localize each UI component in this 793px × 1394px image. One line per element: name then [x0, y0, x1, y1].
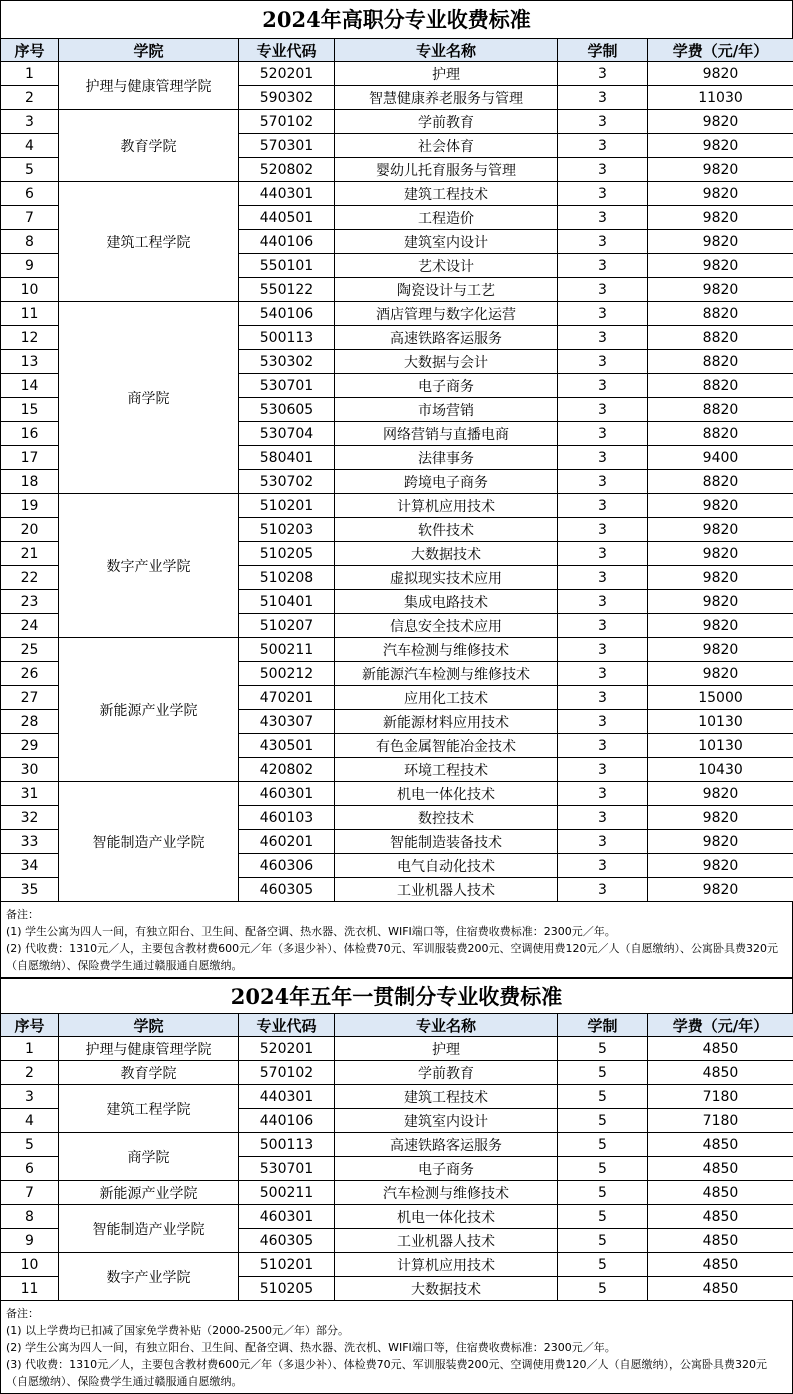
code-cell: 460103: [239, 806, 335, 830]
duration-cell: 3: [558, 62, 648, 86]
table-row: [1, 62, 793, 86]
seq-cell: 24: [1, 614, 59, 638]
code-cell: 500113: [239, 1133, 335, 1157]
tuition-cell: 10130: [648, 734, 793, 758]
college-cell: 教育学院: [59, 1061, 239, 1085]
table1-title: 2024年高职分专业收费标准: [0, 0, 793, 38]
seq-cell: 10: [1, 1253, 59, 1277]
tuition-cell: 9820: [648, 110, 793, 134]
seq-cell: 11: [1, 302, 59, 326]
tuition-cell: 9820: [648, 542, 793, 566]
major-cell: 大数据技术: [335, 1277, 558, 1301]
table1: [0, 38, 793, 902]
seq-cell: 1: [1, 1037, 59, 1061]
duration-cell: 5: [558, 1253, 648, 1277]
major-cell: 计算机应用技术: [335, 1253, 558, 1277]
seq-cell: 9: [1, 254, 59, 278]
duration-cell: 3: [558, 134, 648, 158]
tuition-cell: 9820: [648, 206, 793, 230]
major-cell: 护理: [335, 1037, 558, 1061]
tuition-cell: 9820: [648, 254, 793, 278]
seq-cell: 8: [1, 1205, 59, 1229]
major-cell: 电气自动化技术: [335, 854, 558, 878]
seq-cell: 21: [1, 542, 59, 566]
duration-cell: 3: [558, 302, 648, 326]
duration-cell: 3: [558, 86, 648, 110]
duration-cell: 3: [558, 758, 648, 782]
header-college: 学院: [59, 39, 239, 62]
duration-cell: 3: [558, 278, 648, 302]
code-cell: 420802: [239, 758, 335, 782]
duration-cell: 3: [558, 662, 648, 686]
tuition-cell: 4850: [648, 1157, 793, 1181]
seq-cell: 22: [1, 566, 59, 590]
table2-body: [1, 1037, 793, 1301]
duration-cell: 3: [558, 254, 648, 278]
college-cell: 智能制造产业学院: [59, 782, 239, 902]
table-row: [1, 182, 793, 206]
major-cell: 护理: [335, 62, 558, 86]
tuition-cell: 7180: [648, 1109, 793, 1133]
table-row: [1, 494, 793, 518]
duration-cell: 5: [558, 1037, 648, 1061]
college-cell: 数字产业学院: [59, 1253, 239, 1301]
table2-title: 2024年五年一贯制分专业收费标准: [0, 978, 793, 1013]
major-cell: 智慧健康养老服务与管理: [335, 86, 558, 110]
table2-notes: [0, 1301, 793, 1394]
code-cell: 530704: [239, 422, 335, 446]
table-row: [1, 1133, 793, 1157]
tuition-cell: 4850: [648, 1229, 793, 1253]
tuition-cell: 9820: [648, 518, 793, 542]
major-cell: 高速铁路客运服务: [335, 1133, 558, 1157]
seq-cell: 30: [1, 758, 59, 782]
major-cell: 陶瓷设计与工艺: [335, 278, 558, 302]
seq-cell: 5: [1, 1133, 59, 1157]
major-cell: 学前教育: [335, 1061, 558, 1085]
tuition-cell: 10430: [648, 758, 793, 782]
tuition-cell: 7180: [648, 1085, 793, 1109]
note-line: (2) 代收费：1310元／人，主要包含教材费600元／年（多退少补）、体检费70元、军训服装费200元、空调使用费120元／人（自愿缴纳）、公寓卧具费320元（自愿缴纳）、保险费学生通过赣服通自愿缴纳。: [6, 940, 787, 974]
seq-cell: 33: [1, 830, 59, 854]
tuition-cell: 9820: [648, 494, 793, 518]
header-tuition: 学费（元/年）: [648, 39, 793, 62]
code-cell: 530302: [239, 350, 335, 374]
tuition-cell: 9820: [648, 62, 793, 86]
code-cell: 440106: [239, 230, 335, 254]
table2-header-row: [1, 1014, 793, 1037]
code-cell: 590302: [239, 86, 335, 110]
college-cell: 建筑工程学院: [59, 1085, 239, 1133]
code-cell: 570301: [239, 134, 335, 158]
duration-cell: 5: [558, 1157, 648, 1181]
code-cell: 510203: [239, 518, 335, 542]
seq-cell: 16: [1, 422, 59, 446]
seq-cell: 18: [1, 470, 59, 494]
code-cell: 570102: [239, 110, 335, 134]
code-cell: 460201: [239, 830, 335, 854]
header-seq: 序号: [1, 1014, 59, 1037]
major-cell: 机电一体化技术: [335, 782, 558, 806]
major-cell: 工业机器人技术: [335, 1229, 558, 1253]
table1-header-row: [1, 39, 793, 62]
seq-cell: 7: [1, 206, 59, 230]
major-cell: 社会体育: [335, 134, 558, 158]
tuition-cell: 9820: [648, 182, 793, 206]
seq-cell: 6: [1, 182, 59, 206]
code-cell: 550101: [239, 254, 335, 278]
duration-cell: 3: [558, 350, 648, 374]
seq-cell: 32: [1, 806, 59, 830]
seq-cell: 27: [1, 686, 59, 710]
tuition-cell: 10130: [648, 710, 793, 734]
tuition-cell: 9820: [648, 134, 793, 158]
tuition-cell: 9820: [648, 806, 793, 830]
note-line: (1) 以上学费均已扣减了国家免学费补贴（2000-2500元／年）部分。: [6, 1322, 787, 1339]
code-cell: 530702: [239, 470, 335, 494]
duration-cell: 3: [558, 686, 648, 710]
major-cell: 跨境电子商务: [335, 470, 558, 494]
table1-body: [1, 62, 793, 902]
major-cell: 电子商务: [335, 1157, 558, 1181]
duration-cell: 3: [558, 422, 648, 446]
major-cell: 有色金属智能冶金技术: [335, 734, 558, 758]
table-row: [1, 1037, 793, 1061]
major-cell: 新能源汽车检测与维修技术: [335, 662, 558, 686]
table-row: [1, 782, 793, 806]
header-code: 专业代码: [239, 1014, 335, 1037]
duration-cell: 3: [558, 566, 648, 590]
major-cell: 智能制造装备技术: [335, 830, 558, 854]
table1-notes: [0, 902, 793, 978]
header-seq: 序号: [1, 39, 59, 62]
code-cell: 440301: [239, 182, 335, 206]
tuition-cell: 8820: [648, 302, 793, 326]
table-row: [1, 1181, 793, 1205]
duration-cell: 3: [558, 614, 648, 638]
seq-cell: 10: [1, 278, 59, 302]
seq-cell: 20: [1, 518, 59, 542]
code-cell: 510205: [239, 542, 335, 566]
table-row: [1, 1205, 793, 1229]
major-cell: 酒店管理与数字化运营: [335, 302, 558, 326]
college-cell: 智能制造产业学院: [59, 1205, 239, 1253]
college-cell: 教育学院: [59, 110, 239, 182]
tuition-cell: 9820: [648, 158, 793, 182]
tuition-cell: 8820: [648, 374, 793, 398]
table-row: [1, 110, 793, 134]
tuition-cell: 4850: [648, 1253, 793, 1277]
seq-cell: 29: [1, 734, 59, 758]
tuition-cell: 15000: [648, 686, 793, 710]
code-cell: 470201: [239, 686, 335, 710]
tuition-cell: 9820: [648, 662, 793, 686]
duration-cell: 3: [558, 398, 648, 422]
duration-cell: 5: [558, 1277, 648, 1301]
tuition-cell: 9820: [648, 782, 793, 806]
code-cell: 520201: [239, 62, 335, 86]
major-cell: 高速铁路客运服务: [335, 326, 558, 350]
code-cell: 500113: [239, 326, 335, 350]
tuition-cell: 4850: [648, 1181, 793, 1205]
code-cell: 570102: [239, 1061, 335, 1085]
code-cell: 440301: [239, 1085, 335, 1109]
tuition-cell: 9820: [648, 638, 793, 662]
major-cell: 电子商务: [335, 374, 558, 398]
seq-cell: 17: [1, 446, 59, 470]
seq-cell: 2: [1, 1061, 59, 1085]
major-cell: 市场营销: [335, 398, 558, 422]
table-row: [1, 1085, 793, 1109]
seq-cell: 4: [1, 134, 59, 158]
header-major: 专业名称: [335, 39, 558, 62]
tuition-cell: 9820: [648, 278, 793, 302]
seq-cell: 4: [1, 1109, 59, 1133]
tuition-cell: 8820: [648, 326, 793, 350]
code-cell: 460301: [239, 1205, 335, 1229]
college-cell: 数字产业学院: [59, 494, 239, 638]
duration-cell: 5: [558, 1109, 648, 1133]
code-cell: 550122: [239, 278, 335, 302]
code-cell: 580401: [239, 446, 335, 470]
duration-cell: 3: [558, 110, 648, 134]
duration-cell: 3: [558, 470, 648, 494]
code-cell: 530701: [239, 374, 335, 398]
major-cell: 机电一体化技术: [335, 1205, 558, 1229]
duration-cell: 3: [558, 446, 648, 470]
seq-cell: 23: [1, 590, 59, 614]
duration-cell: 5: [558, 1133, 648, 1157]
code-cell: 460305: [239, 878, 335, 902]
duration-cell: 3: [558, 158, 648, 182]
table-row: [1, 638, 793, 662]
tuition-cell: 9400: [648, 446, 793, 470]
seq-cell: 26: [1, 662, 59, 686]
code-cell: 430307: [239, 710, 335, 734]
college-cell: 新能源产业学院: [59, 1181, 239, 1205]
header-duration: 学制: [558, 1014, 648, 1037]
seq-cell: 31: [1, 782, 59, 806]
duration-cell: 3: [558, 782, 648, 806]
major-cell: 法律事务: [335, 446, 558, 470]
duration-cell: 3: [558, 830, 648, 854]
seq-cell: 7: [1, 1181, 59, 1205]
code-cell: 510205: [239, 1277, 335, 1301]
table2: [0, 1013, 793, 1301]
code-cell: 460301: [239, 782, 335, 806]
duration-cell: 3: [558, 854, 648, 878]
code-cell: 510201: [239, 1253, 335, 1277]
major-cell: 汽车检测与维修技术: [335, 1181, 558, 1205]
major-cell: 艺术设计: [335, 254, 558, 278]
seq-cell: 34: [1, 854, 59, 878]
college-cell: 建筑工程学院: [59, 182, 239, 302]
college-cell: 商学院: [59, 1133, 239, 1181]
tuition-cell: 4850: [648, 1277, 793, 1301]
table-row: [1, 302, 793, 326]
tuition-cell: 9820: [648, 230, 793, 254]
seq-cell: 6: [1, 1157, 59, 1181]
seq-cell: 25: [1, 638, 59, 662]
code-cell: 500211: [239, 1181, 335, 1205]
code-cell: 460306: [239, 854, 335, 878]
tuition-cell: 9820: [648, 566, 793, 590]
code-cell: 460305: [239, 1229, 335, 1253]
seq-cell: 14: [1, 374, 59, 398]
duration-cell: 3: [558, 494, 648, 518]
code-cell: 510208: [239, 566, 335, 590]
code-cell: 530605: [239, 398, 335, 422]
duration-cell: 3: [558, 638, 648, 662]
major-cell: 汽车检测与维修技术: [335, 638, 558, 662]
tuition-cell: 8820: [648, 398, 793, 422]
major-cell: 新能源材料应用技术: [335, 710, 558, 734]
code-cell: 440501: [239, 206, 335, 230]
duration-cell: 3: [558, 590, 648, 614]
note-line: 备注：: [6, 906, 787, 923]
seq-cell: 12: [1, 326, 59, 350]
seq-cell: 11: [1, 1277, 59, 1301]
duration-cell: 5: [558, 1085, 648, 1109]
code-cell: 520802: [239, 158, 335, 182]
code-cell: 530701: [239, 1157, 335, 1181]
duration-cell: 5: [558, 1229, 648, 1253]
college-cell: 护理与健康管理学院: [59, 62, 239, 110]
seq-cell: 28: [1, 710, 59, 734]
duration-cell: 3: [558, 206, 648, 230]
tuition-cell: 8820: [648, 470, 793, 494]
tuition-cell: 9820: [648, 614, 793, 638]
college-cell: 商学院: [59, 302, 239, 494]
header-tuition: 学费（元/年）: [648, 1014, 793, 1037]
seq-cell: 5: [1, 158, 59, 182]
header-major: 专业名称: [335, 1014, 558, 1037]
tuition-cell: 4850: [648, 1037, 793, 1061]
major-cell: 应用化工技术: [335, 686, 558, 710]
header-code: 专业代码: [239, 39, 335, 62]
duration-cell: 3: [558, 326, 648, 350]
tuition-cell: 4850: [648, 1133, 793, 1157]
duration-cell: 5: [558, 1181, 648, 1205]
header-duration: 学制: [558, 39, 648, 62]
tuition-cell: 8820: [648, 422, 793, 446]
major-cell: 环境工程技术: [335, 758, 558, 782]
tuition-cell: 9820: [648, 854, 793, 878]
major-cell: 数控技术: [335, 806, 558, 830]
code-cell: 430501: [239, 734, 335, 758]
duration-cell: 3: [558, 542, 648, 566]
college-cell: 护理与健康管理学院: [59, 1037, 239, 1061]
major-cell: 网络营销与直播电商: [335, 422, 558, 446]
major-cell: 婴幼儿托育服务与管理: [335, 158, 558, 182]
major-cell: 信息安全技术应用: [335, 614, 558, 638]
duration-cell: 5: [558, 1061, 648, 1085]
note-line: 备注：: [6, 1305, 787, 1322]
tuition-cell: 9820: [648, 830, 793, 854]
code-cell: 500212: [239, 662, 335, 686]
code-cell: 540106: [239, 302, 335, 326]
duration-cell: 3: [558, 374, 648, 398]
tuition-cell: 9820: [648, 878, 793, 902]
seq-cell: 13: [1, 350, 59, 374]
code-cell: 440106: [239, 1109, 335, 1133]
major-cell: 大数据与会计: [335, 350, 558, 374]
code-cell: 510201: [239, 494, 335, 518]
major-cell: 学前教育: [335, 110, 558, 134]
seq-cell: 9: [1, 1229, 59, 1253]
note-line: (3) 代收费：1310元／人，主要包含教材费600元／年（多退少补）、体检费70元、军训服装费200元、空调使用费120／人（自愿缴纳），公寓卧具费320元（自愿缴纳）、保险费学生通过赣服通自愿缴纳。: [6, 1356, 787, 1390]
duration-cell: 3: [558, 806, 648, 830]
major-cell: 工程造价: [335, 206, 558, 230]
note-line: (1) 学生公寓为四人一间，有独立阳台、卫生间、配备空调、热水器、洗衣机、WIFI端口等，住宿费收费标准：2300元／年。: [6, 923, 787, 940]
major-cell: 建筑工程技术: [335, 182, 558, 206]
tuition-cell: 4850: [648, 1061, 793, 1085]
code-cell: 510207: [239, 614, 335, 638]
seq-cell: 3: [1, 110, 59, 134]
major-cell: 软件技术: [335, 518, 558, 542]
tuition-cell: 11030: [648, 86, 793, 110]
code-cell: 510401: [239, 590, 335, 614]
duration-cell: 5: [558, 1205, 648, 1229]
seq-cell: 35: [1, 878, 59, 902]
major-cell: 工业机器人技术: [335, 878, 558, 902]
major-cell: 集成电路技术: [335, 590, 558, 614]
code-cell: 520201: [239, 1037, 335, 1061]
note-line: (2) 学生公寓为四人一间，有独立阳台、卫生间、配备空调、热水器、洗衣机、WIFI端口等，住宿费收费标准：2300元／年。: [6, 1339, 787, 1356]
table-row: [1, 1061, 793, 1085]
duration-cell: 3: [558, 518, 648, 542]
duration-cell: 3: [558, 878, 648, 902]
tuition-cell: 4850: [648, 1205, 793, 1229]
seq-cell: 2: [1, 86, 59, 110]
seq-cell: 3: [1, 1085, 59, 1109]
duration-cell: 3: [558, 710, 648, 734]
code-cell: 500211: [239, 638, 335, 662]
seq-cell: 1: [1, 62, 59, 86]
major-cell: 建筑室内设计: [335, 1109, 558, 1133]
duration-cell: 3: [558, 734, 648, 758]
major-cell: 虚拟现实技术应用: [335, 566, 558, 590]
major-cell: 建筑室内设计: [335, 230, 558, 254]
tuition-cell: 9820: [648, 590, 793, 614]
table-row: [1, 1253, 793, 1277]
major-cell: 建筑工程技术: [335, 1085, 558, 1109]
seq-cell: 8: [1, 230, 59, 254]
tuition-cell: 8820: [648, 350, 793, 374]
duration-cell: 3: [558, 230, 648, 254]
college-cell: 新能源产业学院: [59, 638, 239, 782]
major-cell: 大数据技术: [335, 542, 558, 566]
seq-cell: 15: [1, 398, 59, 422]
seq-cell: 19: [1, 494, 59, 518]
major-cell: 计算机应用技术: [335, 494, 558, 518]
header-college: 学院: [59, 1014, 239, 1037]
duration-cell: 3: [558, 182, 648, 206]
